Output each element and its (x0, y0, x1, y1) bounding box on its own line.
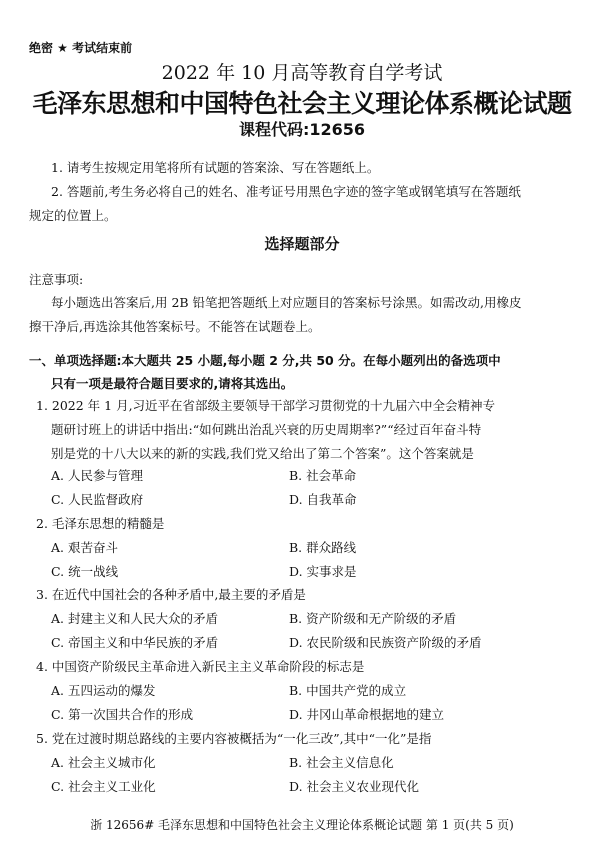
question-2-option-b: B. 群众路线 (289, 540, 357, 555)
part-heading-line-1: 一、单项选择题:本大题共 25 小题,每小题 2 分,共 50 分。在每小题列出的备选项中 (29, 353, 501, 368)
question-2-option-d: D. 实事求是 (289, 564, 357, 579)
question-3-option-b: B. 资产阶级和无产阶级的矛盾 (289, 611, 457, 626)
question-2-line-1: 2. 毛泽东思想的精髓是 (36, 516, 165, 531)
question-5-option-d: D. 社会主义农业现代化 (289, 779, 420, 794)
question-2-option-a: A. 艰苦奋斗 (51, 540, 118, 555)
part-heading-line-2: 只有一项是最符合题目要求的,请将其选出。 (51, 376, 294, 391)
question-4-option-d: D. 井冈山革命根据地的建立 (289, 707, 445, 722)
subject-title: 毛泽东思想和中国特色社会主义理论体系概论试题 (32, 89, 572, 118)
notice-line-2: 擦干净后,再选涂其他答案标号。不能答在试题卷上。 (29, 319, 321, 334)
instruction-1: 1. 请考生按规定用笔将所有试题的答案涂、写在答题纸上。 (51, 160, 380, 175)
question-1-line-3: 别是党的十八大以来的新的实践,我们党又给出了第二个答案”。这个答案就是 (51, 446, 474, 461)
question-1-option-a: A. 人民参与管理 (51, 468, 143, 483)
question-4-option-c: C. 第一次国共合作的形成 (51, 707, 194, 722)
question-4-option-a: A. 五四运动的爆发 (51, 683, 156, 698)
question-3-line-1: 3. 在近代中国社会的各种矛盾中,最主要的矛盾是 (36, 587, 306, 602)
instruction-2-cont: 规定的位置上。 (29, 208, 117, 223)
course-code: 课程代码:12656 (238, 120, 366, 139)
notice-line-1: 每小题选出答案后,用 2B 铅笔把答题纸上对应题目的答案标号涂黑。如需改动,用橡皮 (51, 295, 522, 310)
question-5-option-b: B. 社会主义信息化 (289, 755, 394, 770)
question-3-option-c: C. 帝国主义和中华民族的矛盾 (51, 635, 219, 650)
question-5-line-1: 5. 党在过渡时期总路线的主要内容被概括为“一化三改”,其中“一化”是指 (36, 731, 432, 746)
question-3-option-d: D. 农民阶级和民族资产阶级的矛盾 (289, 635, 482, 650)
confidential-label: 绝密 ★ 考试结束前 (29, 41, 133, 55)
exam-title: 2022 年 10 月高等教育自学考试 (161, 62, 443, 84)
section-title: 选择题部分 (264, 235, 340, 253)
question-4-line-1: 4. 中国资产阶级民主革命进入新民主主义革命阶段的标志是 (36, 659, 365, 674)
notice-label: 注意事项: (29, 272, 84, 287)
question-4-option-b: B. 中国共产党的成立 (289, 683, 407, 698)
question-2-option-c: C. 统一战线 (51, 564, 119, 579)
question-3-option-a: A. 封建主义和人民大众的矛盾 (51, 611, 218, 626)
question-5-option-c: C. 社会主义工业化 (51, 779, 156, 794)
question-1-option-d: D. 自我革命 (289, 492, 357, 507)
instruction-2: 2. 答题前,考生务必将自己的姓名、准考证号用黑色字迹的签字笔或钢笔填写在答题纸 (51, 184, 521, 199)
question-1-option-b: B. 社会革命 (289, 468, 357, 483)
question-1-option-c: C. 人民监督政府 (51, 492, 144, 507)
page-footer: 浙 12656# 毛泽东思想和中国特色社会主义理论体系概论试题 第 1 页(共 5 页) (90, 818, 514, 832)
question-1-line-2: 题研讨班上的讲话中指出:“如何跳出治乱兴衰的历史周期率?”“经过百年奋斗特 (51, 422, 482, 437)
question-5-option-a: A. 社会主义城市化 (51, 755, 156, 770)
question-1-line-1: 1. 2022 年 1 月,习近平在省部级主要领导干部学习贯彻党的十九届六中全会精神专 (36, 398, 496, 413)
